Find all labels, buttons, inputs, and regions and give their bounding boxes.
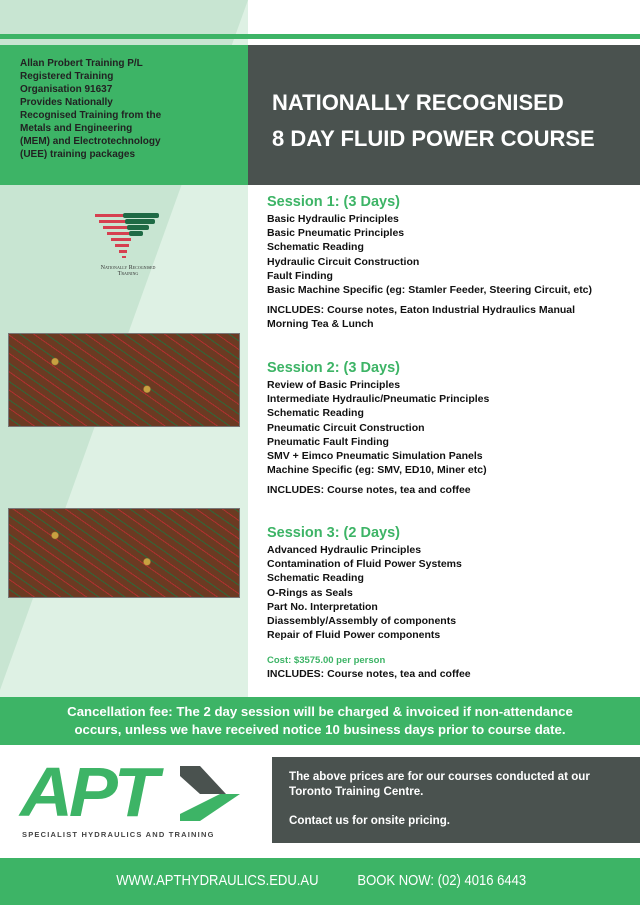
session-item: Repair of Fluid Power components (267, 629, 441, 642)
session-item: SMV + Eimco Pneumatic Simulation Panels (267, 450, 483, 463)
session-item: Pneumatic Fault Finding (267, 435, 389, 448)
session-2 (267, 359, 489, 498)
session-item: Machine Specific (eg: SMV, ED10, Miner etc) (267, 464, 487, 477)
cancellation-line: Cancellation fee: The 2 day session will be charged & invoiced if non-attendance (67, 704, 573, 719)
nrt-text: Training (117, 271, 139, 277)
org-line: Registered Training (20, 71, 114, 82)
session-item: Schematic Reading (267, 572, 364, 585)
pneumatic-panel-photo (8, 508, 240, 598)
session-item: Diassembly/Assembly of components (267, 615, 457, 628)
footer-banner (0, 858, 640, 905)
org-line: Provides Nationally (20, 97, 113, 108)
apt-logo (20, 753, 240, 842)
course-title (248, 45, 640, 185)
brand-tagline: SPECIALIST HYDRAULICS AND TRAINING (22, 830, 215, 839)
info-text: The above prices are for our courses conducted at our Toronto Training Centre. (289, 770, 590, 798)
nrt-text: Nationally Recognised (100, 265, 156, 271)
session-item: Hydraulic Circuit Construction (267, 255, 420, 268)
session-item: Basic Hydraulic Principles (267, 213, 399, 225)
apt-logo-text: APT (20, 753, 155, 831)
session-title: Session 3: (2 Days) (267, 525, 400, 541)
session-item: Pneumatic Circuit Construction (267, 421, 425, 434)
cancellation-banner (0, 697, 640, 745)
top-green-line (0, 34, 640, 39)
session-item: Fault Finding (267, 269, 333, 282)
session-item: O-Rings as Seals (267, 586, 353, 599)
session-title: Session 2: (3 Days) (267, 360, 400, 376)
session-item: Intermediate Hydraulic/Pneumatic Principles (267, 393, 490, 406)
org-line: Metals and Engineering (20, 123, 133, 134)
session-item: Schematic Reading (267, 241, 364, 254)
nrt-logo (88, 212, 168, 277)
cancellation-line: occurs, unless we have received notice 10 business days prior to course date. (74, 722, 566, 737)
title-line-1: NATIONALLY RECOGNISED (272, 90, 564, 115)
session-includes: INCLUDES: Course notes, tea and coffee (267, 668, 471, 681)
session-item: Advanced Hydraulic Principles (267, 544, 422, 556)
session-includes: INCLUDES: Course notes, Eaton Industrial Hydraulics Manual (267, 304, 576, 317)
org-line: Allan Probert Training P/L (20, 58, 143, 69)
session-item: Review of Basic Principles (267, 379, 401, 391)
session-includes: INCLUDES: Course notes, tea and coffee (267, 484, 471, 497)
pricing-info-box (272, 757, 640, 843)
session-item: Basic Pneumatic Principles (267, 227, 405, 240)
chevron-arrow-icon (180, 766, 240, 821)
org-line: (MEM) and Electrotechnology (20, 136, 161, 147)
nrt-triangle-icon (93, 212, 163, 260)
session-item: Schematic Reading (267, 407, 364, 420)
session-title: Session 1: (3 Days) (267, 194, 400, 210)
org-line: Organisation 91637 (20, 84, 113, 95)
session-1 (267, 193, 592, 332)
session-item: Contamination of Fluid Power Systems (267, 558, 462, 571)
title-line-2: 8 DAY FLUID POWER COURSE (272, 126, 595, 151)
info-text: Contact us for onsite pricing. (289, 814, 451, 827)
booking-phone[interactable]: BOOK NOW: (02) 4016 6443 (357, 873, 526, 889)
website-link[interactable]: WWW.APTHYDRAULICS.EDU.AU (116, 873, 319, 889)
organisation-info (0, 45, 248, 185)
session-item: Basic Machine Specific (eg: Stamler Feeder, Steering Circuit, etc) (267, 284, 593, 297)
session-includes: Morning Tea & Lunch (267, 318, 374, 331)
session-item: Part No. Interpretation (267, 600, 378, 613)
session-3 (267, 524, 471, 682)
org-line: Recognised Training from the (20, 110, 162, 121)
hydraulic-panel-photo (8, 333, 240, 427)
org-line: (UEE) training packages (20, 149, 136, 160)
course-cost: Cost: $3575.00 per person (267, 655, 386, 667)
